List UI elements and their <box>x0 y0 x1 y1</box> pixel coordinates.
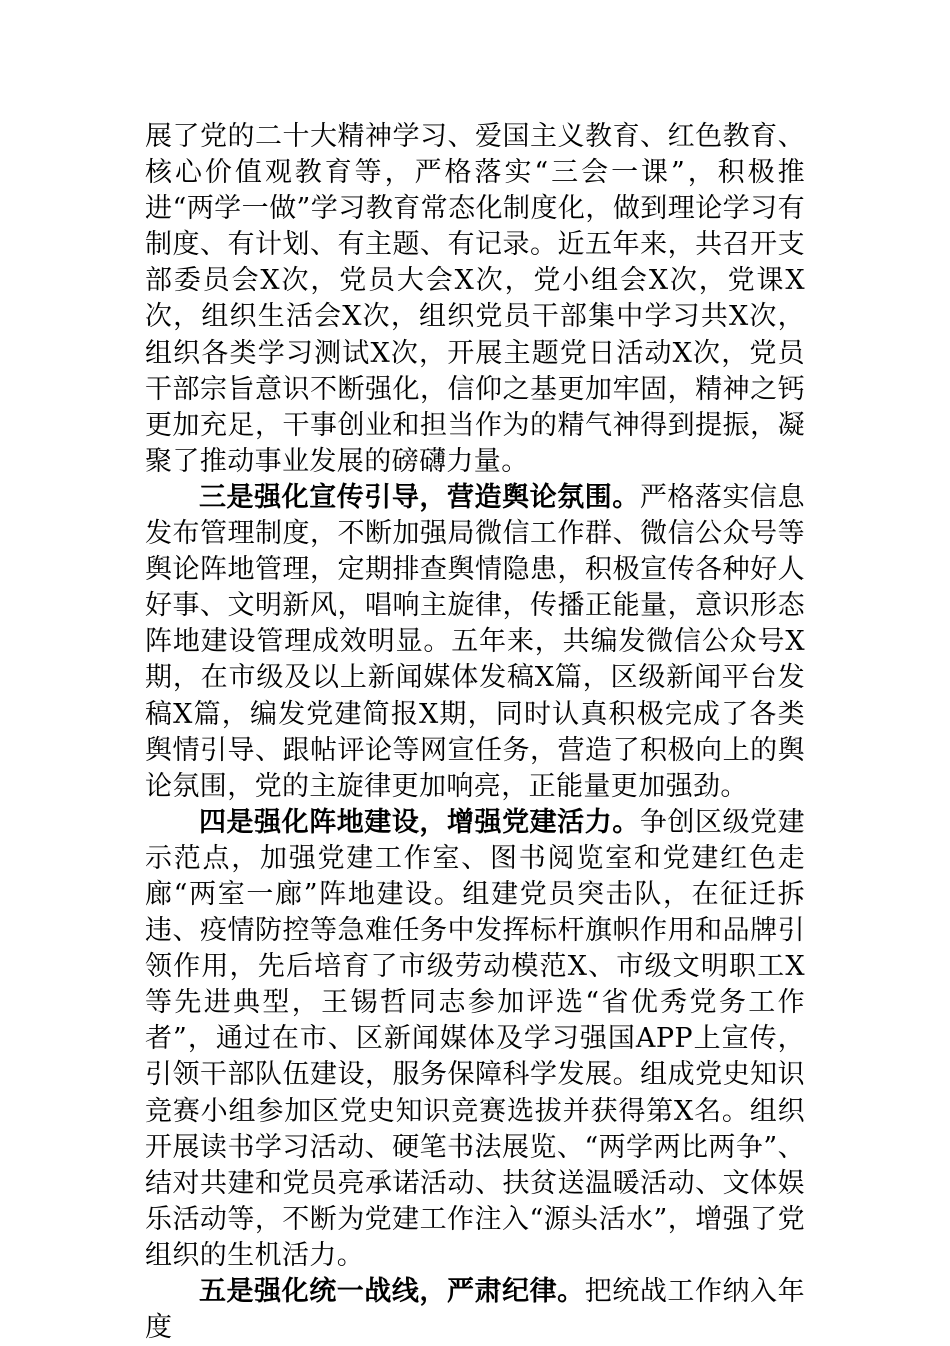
paragraph-publicity <box>145 480 805 805</box>
paragraph-theory-study <box>145 119 805 480</box>
paragraph-body-text: 争创区级党建示范点，加强党建工作室、图书阅览室和党建红色走廊“两室一廊”阵地建设。组建党员突击队，在征迁拆违、疫情防控等急难任务中发挥标杆旗帜作用和品牌引领作用，先后培育了市级劳动模范X、市级文明职工X等先进典型，王锡哲同志参加评选“省优秀党务工作者”，通过在市、区新闻媒体及学习强国APP上宣传，引领干部队伍建设，服务保障科学发展。组成党史知识竞赛小组参加区党史知识竞赛选拔并获得第X名。组织开展读书学习活动、硬笔书法展览、“两学两比两争”、结对共建和党员亮承诺活动、扶贫送温暖活动、文体娱乐活动等，不断为党建工作注入“源头活水”，增强了党组织的生机活力。 <box>145 806 805 1271</box>
paragraph-position-building <box>145 805 805 1274</box>
document-page <box>145 119 805 1346</box>
paragraph-body-text: 展了党的二十大精神学习、爱国主义教育、红色教育、核心价值观教育等，严格落实“三会一课”，积极推进“两学一做”学习教育常态化制度化，做到理论学习有制度、有计划、有主题、有记录。近五年来，共召开支部委员会X次，党员大会X次，党小组会X次，党课X次，组织生活会X次，组织党员干部集中学习共X次，组织各类学习测试X次，开展主题党日活动X次，党员干部宗旨意识不断强化，信仰之基更加牢固，精神之钙更加充足，干事创业和担当作为的精气神得到提振，凝聚了推动事业发展的磅礴力量。 <box>145 121 805 477</box>
paragraph-lead-heading: 四是强化阵地建设，增强党建活力。 <box>199 806 640 838</box>
paragraph-lead-heading: 三是强化宣传引导，营造舆论氛围。 <box>199 481 640 513</box>
paragraph-united-front <box>145 1274 805 1346</box>
paragraph-body-text: 严格落实信息发布管理制度，不断加强局微信工作群、微信公众号等舆论阵地管理，定期排查舆情隐患，积极宣传各种好人好事、文明新风，唱响主旋律，传播正能量，意识形态阵地建设管理成效明显。五年来，共编发微信公众号X期，在市级及以上新闻媒体发稿X篇，区级新闻平台发稿X篇，编发党建简报X期，同时认真积极完成了各类舆情引导、跟帖评论等网宣任务，营造了积极向上的舆论氛围，党的主旋律更加响亮，正能量更加强劲。 <box>145 481 805 802</box>
paragraph-body-text: 把统战工作纳入年度 <box>145 1276 805 1344</box>
paragraph-lead-heading: 五是强化统一战线，严肃纪律。 <box>199 1276 585 1307</box>
